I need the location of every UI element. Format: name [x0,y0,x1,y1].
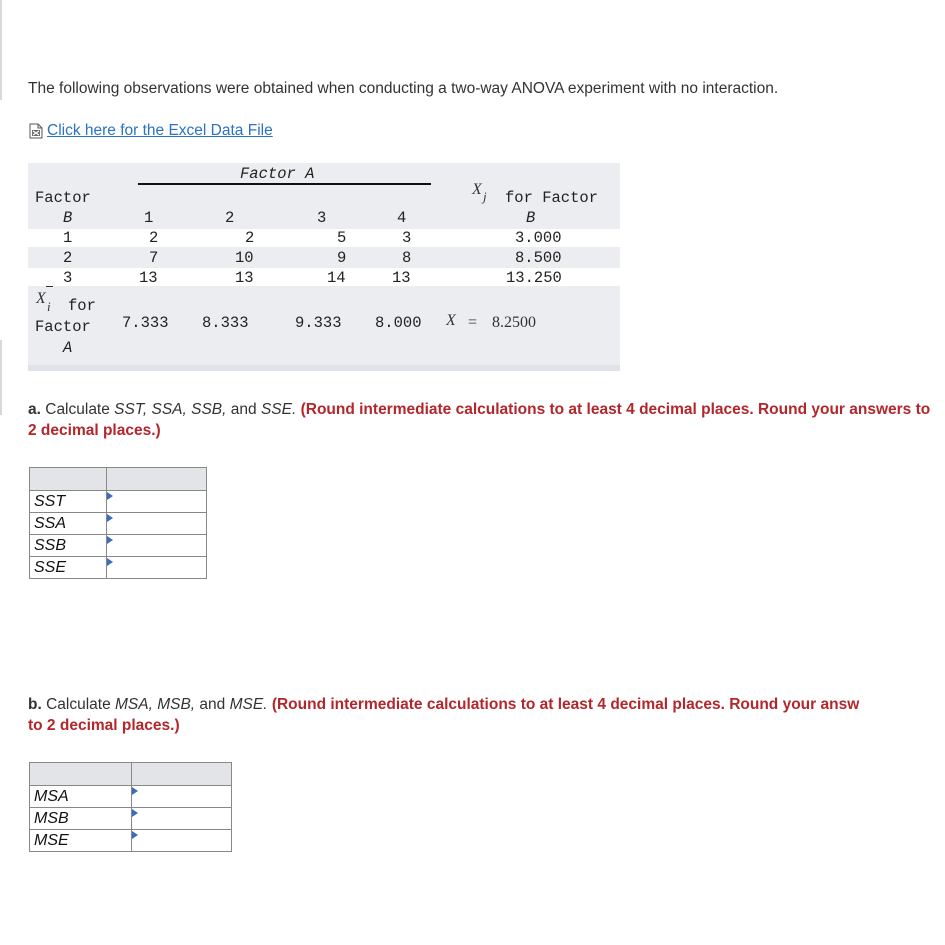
row-mean-header: for Factor [505,189,599,207]
cell-r3-c1: 13 [139,269,158,287]
col-header-1: 1 [144,209,154,227]
row-mean-1: 3.000 [515,229,562,247]
overbar-mark [46,286,53,287]
cell-r2-c2: 10 [235,249,254,267]
question-a-instruction: (Round intermediate calculations to at least 4 decimal places. Round your answers to 2 decimal places.) [28,401,931,439]
question-a-and: and [226,401,261,418]
row-label-1: 1 [63,229,73,247]
question-a-calc: Calculate [40,401,115,418]
label-mse: MSE [30,830,132,852]
mse-input[interactable] [132,830,231,851]
question-a-prefix: a. [28,401,41,418]
label-msb: MSB [30,808,132,830]
data-table [28,163,620,371]
msa-input[interactable] [132,786,231,807]
question-a-last-term: SSE. [260,401,297,418]
col-mean-1: 7.333 [122,314,169,332]
ssb-input-cell[interactable] [107,535,207,557]
excel-file-icon [28,123,44,139]
question-a [28,399,933,441]
label-msa: MSA [30,786,132,808]
col-mean-label-sub: i [47,299,51,314]
cell-r1-c3: 5 [337,229,347,247]
col-mean-2: 8.333 [202,314,249,332]
sse-input-cell[interactable] [107,557,207,579]
col-mean-3: 9.333 [295,314,342,332]
col-header-3: 3 [317,209,327,227]
question-b [28,694,945,736]
label-sse: SSE [30,557,107,579]
label-sst: SST [30,491,107,513]
label-ssb: SSB [30,535,107,557]
row-mean-3: 13.250 [506,269,562,287]
excel-data-link[interactable] [28,122,273,140]
question-b-calc: Calculate [41,696,116,713]
excel-link-label: Click here for the Excel Data File [47,122,273,139]
left-edge-bar [0,340,2,415]
cell-r1-c4: 3 [402,229,412,247]
factor-a-rule [138,183,431,185]
row-label-2: 2 [63,249,73,267]
table-header-cell [132,763,232,786]
col-header-2: 2 [225,209,235,227]
cell-r2-c1: 7 [149,249,159,267]
cell-r1-c1: 2 [149,229,159,247]
label-ssa: SSA [30,513,107,535]
left-edge-bar [0,0,2,100]
question-a-terms: SST, SSA, SSB, [114,401,227,418]
cell-r2-c3: 9 [337,249,347,267]
factor-a-header: Factor A [240,165,315,183]
question-b-last-term: MSE. [229,696,268,713]
answer-table-b [29,762,232,852]
question-b-and: and [195,696,230,713]
ssb-input[interactable] [107,535,206,556]
question-b-terms: MSA, MSB, [115,696,196,713]
msb-input[interactable] [132,808,231,829]
factor-b-letter: B [63,209,73,227]
row-mean-header-letter: B [526,209,536,227]
intro-text: The following observations were obtained when conducting a two-way ANOVA experiment with no interaction. [28,80,779,97]
ssa-input[interactable] [107,513,206,534]
col-mean-label-letter: A [63,339,73,357]
factor-b-header: Factor [35,189,91,207]
row-label-3: 3 [63,269,73,287]
msb-input-cell[interactable] [132,808,232,830]
sst-input-cell[interactable] [107,491,207,513]
col-header-4: 4 [397,209,407,227]
ssa-input-cell[interactable] [107,513,207,535]
grand-mean-symbol: X [446,312,456,329]
question-b-instruction: (Round intermediate calculations to at least 4 decimal places. Round your answ [271,696,860,713]
cell-r3-c2: 13 [235,269,254,287]
row-mean-header-sub: j [483,189,487,204]
grand-mean-value: 8.2500 [492,314,536,331]
answer-table-a [29,467,207,579]
cell-r3-c3: 14 [327,269,346,287]
cell-r3-c4: 13 [392,269,411,287]
col-mean-label-factor: Factor [35,318,91,336]
mse-input-cell[interactable] [132,830,232,852]
col-mean-label-for: for [68,297,96,315]
table-header-cell [30,763,132,786]
row-mean-header-x: X [472,181,482,198]
sse-input[interactable] [107,557,206,578]
table-header-cell [107,468,207,491]
table-bottom-bar [28,365,620,371]
msa-input-cell[interactable] [132,786,232,808]
row-mean-2: 8.500 [515,249,562,267]
table-header-cell [30,468,107,491]
question-b-prefix: b. [28,696,42,713]
grand-mean-eq: = [468,314,478,331]
cell-r2-c4: 8 [402,249,412,267]
cell-r1-c2: 2 [245,229,255,247]
sst-input[interactable] [107,491,206,512]
col-mean-4: 8.000 [375,314,422,332]
col-mean-label-x: X [36,290,46,307]
question-b-instruction-cont: to 2 decimal places.) [28,717,180,734]
